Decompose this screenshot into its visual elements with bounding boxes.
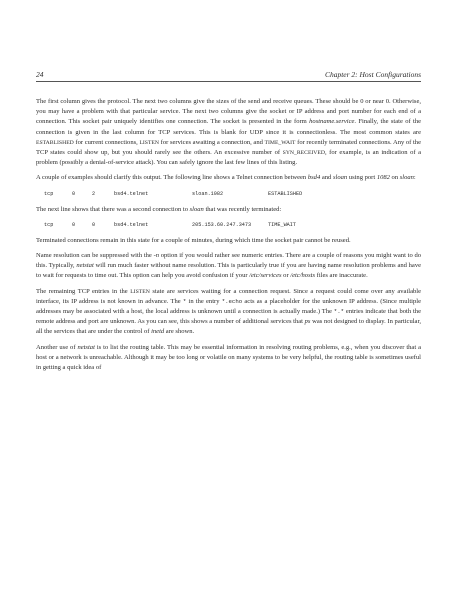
- body-text: [36, 97, 421, 373]
- paragraph-second-connection: The next line shows that there was a second connection to sloan that was recently terminated:: [36, 205, 282, 213]
- paragraph-listen: The remaining TCP entries in the LISTEN state are services waiting for a connection request. Since a request could come over any available interface, its IP address is not known in advance. The * in the entry *.echo acts as a placeholder for the unknown IP address. (Since multiple addresses may be associated with a host, the local address is unknown until a connection is actually made.) The *.* entries indicate that both the remote address and port are unknown. As you can see, this shows a number of additional services that ps was not designed to display. In particular, all the services that are under the control of inetd are shown.: [36, 287, 421, 336]
- paragraph-columns: The first column gives the protocol. The next two columns give the sizes of the send and receive queues. These should be 0 or near 0. Otherwise, you may have a problem with that particular service. The next two columns give the socket or IP address and port number for each end of a connection. This socket pair uniquely identifies one connection. The socket is presented in the form hostname.service. Finally, the state of the connection is given in the last column for TCP services. This is blank for UDP since it is connectionless. The most common states are ESTABLISHED for current connections, LISTEN for services awaiting a connection, and TIME_WAIT for recently terminated connections. Any of the TCP states could show up, but you should rarely see the others. An excessive number of SYN_RECEIVED, for example, is an indication of a problem (possibly a denial-of-service attack). You can safely ignore the last few lines of this listing.: [36, 98, 422, 167]
- book-page: [36, 70, 421, 378]
- paragraph-terminated: Terminated connections remain in this state for a couple of minutes, during which time the socket pair cannot be reused.: [36, 236, 351, 244]
- paragraph-routing: Another use of netstat is to list the routing table. This may be essential information in resolving routing problems, e.g., when you discover that a host or a network is unreachable. Although it may be too long or volatile on many systems to be very helpful, the routing table is sometimes useful in getting a quick idea of: [36, 343, 421, 372]
- running-header: [36, 70, 421, 82]
- code-line-time-wait: tcp 0 0 bsd4.telnet 205.153.60.247.3473 TIME_WAIT: [44, 221, 297, 228]
- page-number: 24: [36, 70, 44, 79]
- code-line-established: tcp 0 2 bsd4.telnet sloan.1082 ESTABLISHED: [44, 190, 303, 197]
- paragraph-name-resolution: Name resolution can be suppressed with the -n option if you would rather see numeric entries. There are a couple of reasons you might want to do this. Typically, netstat will run much faster without name resolution. This is particularly true if you are having name resolution problems and have to wait for requests to time out. This option can help you avoid confusion if your /etc/services or /etc/hosts files are inaccurate.: [36, 252, 422, 280]
- chapter-title: Chapter 2: Host Configurations: [324, 70, 421, 79]
- paragraph-examples: A couple of examples should clarify this output. The following line shows a Telnet connection between bsd4 and sloan using port 1082 on sloan:: [36, 174, 416, 182]
